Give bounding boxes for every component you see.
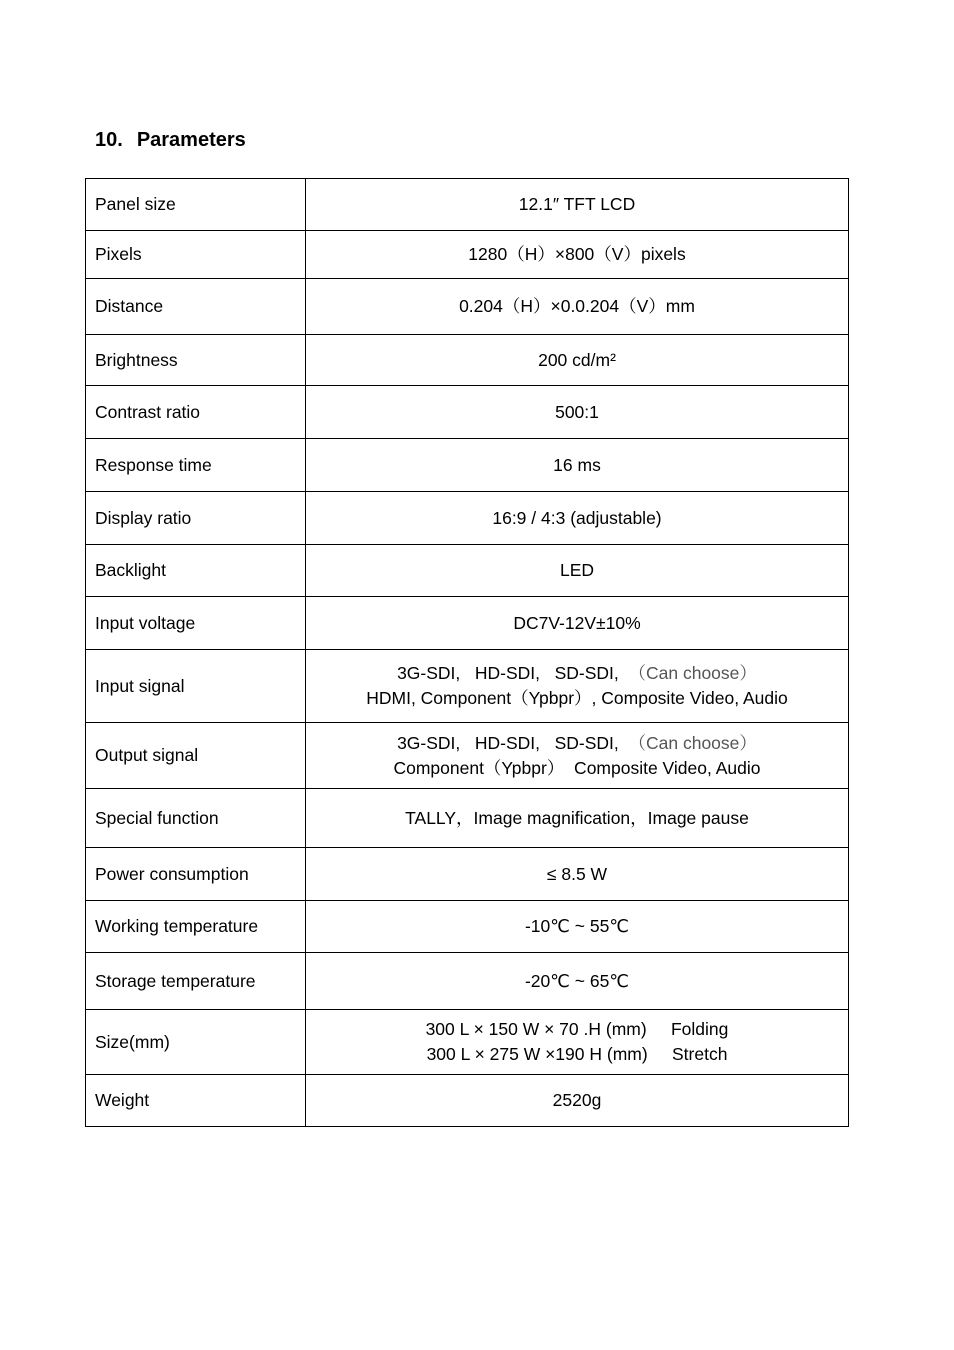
- param-label: Special function: [86, 789, 306, 848]
- table-row: [86, 386, 849, 439]
- table-row: [86, 953, 849, 1010]
- table-row: [86, 650, 849, 723]
- value-line: [306, 661, 848, 686]
- value-line: HDMI, Component（Ypbpr）, Composite Video, Audio: [366, 688, 788, 708]
- param-label: Input signal: [86, 650, 306, 723]
- table-row: [86, 789, 849, 848]
- param-value: [306, 650, 849, 723]
- table-row: [86, 439, 849, 492]
- table-row: [86, 335, 849, 386]
- table-row: [86, 901, 849, 953]
- param-label: Output signal: [86, 723, 306, 789]
- param-label: Panel size: [86, 179, 306, 231]
- value-line: 300 L × 150 W × 70 .H (mm) Folding: [425, 1019, 729, 1039]
- param-label: Pixels: [86, 231, 306, 279]
- param-label: Display ratio: [86, 492, 306, 545]
- value-line: 300 L × 275 W ×190 H (mm) Stretch: [426, 1044, 728, 1064]
- table-row: [86, 848, 849, 901]
- param-value: 1280（H）×800（V）pixels: [306, 231, 849, 279]
- table-row: [86, 179, 849, 231]
- value-line: Component（Ypbpr） Composite Video, Audio: [393, 757, 761, 778]
- table-row: [86, 597, 849, 650]
- value-line: [306, 731, 848, 756]
- param-value: ≤ 8.5 W: [306, 848, 849, 901]
- section-number: 10.: [95, 129, 123, 151]
- param-label: Storage temperature: [86, 953, 306, 1010]
- param-label: Response time: [86, 439, 306, 492]
- section-heading: [95, 127, 246, 153]
- param-value: TALLY，Image magnification，Image pause: [306, 789, 849, 848]
- param-value: 2520g: [306, 1075, 849, 1127]
- param-value: 0.204（H）×0.0.204（V）mm: [306, 279, 849, 335]
- table-row: [86, 723, 849, 789]
- table-row: [86, 545, 849, 597]
- section-title: Parameters: [136, 129, 246, 151]
- param-label: Brightness: [86, 335, 306, 386]
- param-value: 16:9 / 4:3 (adjustable): [306, 492, 849, 545]
- value-note: （Can choose）: [628, 732, 757, 753]
- param-label: Distance: [86, 279, 306, 335]
- param-value: [306, 723, 849, 789]
- param-label: Working temperature: [86, 901, 306, 953]
- param-label: Power consumption: [86, 848, 306, 901]
- param-label: Backlight: [86, 545, 306, 597]
- param-value: -10℃ ~ 55℃: [306, 901, 849, 953]
- parameters-table: [85, 178, 849, 1127]
- param-value: DC7V-12V±10%: [306, 597, 849, 650]
- param-value: 200 cd/m²: [306, 335, 849, 386]
- param-label: Contrast ratio: [86, 386, 306, 439]
- param-value: 12.1″ TFT LCD: [306, 179, 849, 231]
- value-text: 3G-SDI, HD-SDI, SD-SDI,: [397, 732, 629, 753]
- table-row: [86, 279, 849, 335]
- table-row: [86, 231, 849, 279]
- param-value: -20℃ ~ 65℃: [306, 953, 849, 1010]
- param-value: 16 ms: [306, 439, 849, 492]
- value-text: 3G-SDI, HD-SDI, SD-SDI,: [397, 663, 629, 683]
- table-row: [86, 1075, 849, 1127]
- param-label: Weight: [86, 1075, 306, 1127]
- table-row: [86, 1010, 849, 1075]
- param-value: 500:1: [306, 386, 849, 439]
- param-label: Input voltage: [86, 597, 306, 650]
- table-row: [86, 492, 849, 545]
- param-label: Size(mm): [86, 1010, 306, 1075]
- param-value: [306, 1010, 849, 1075]
- param-value: LED: [306, 545, 849, 597]
- value-note: （Can choose）: [628, 663, 757, 683]
